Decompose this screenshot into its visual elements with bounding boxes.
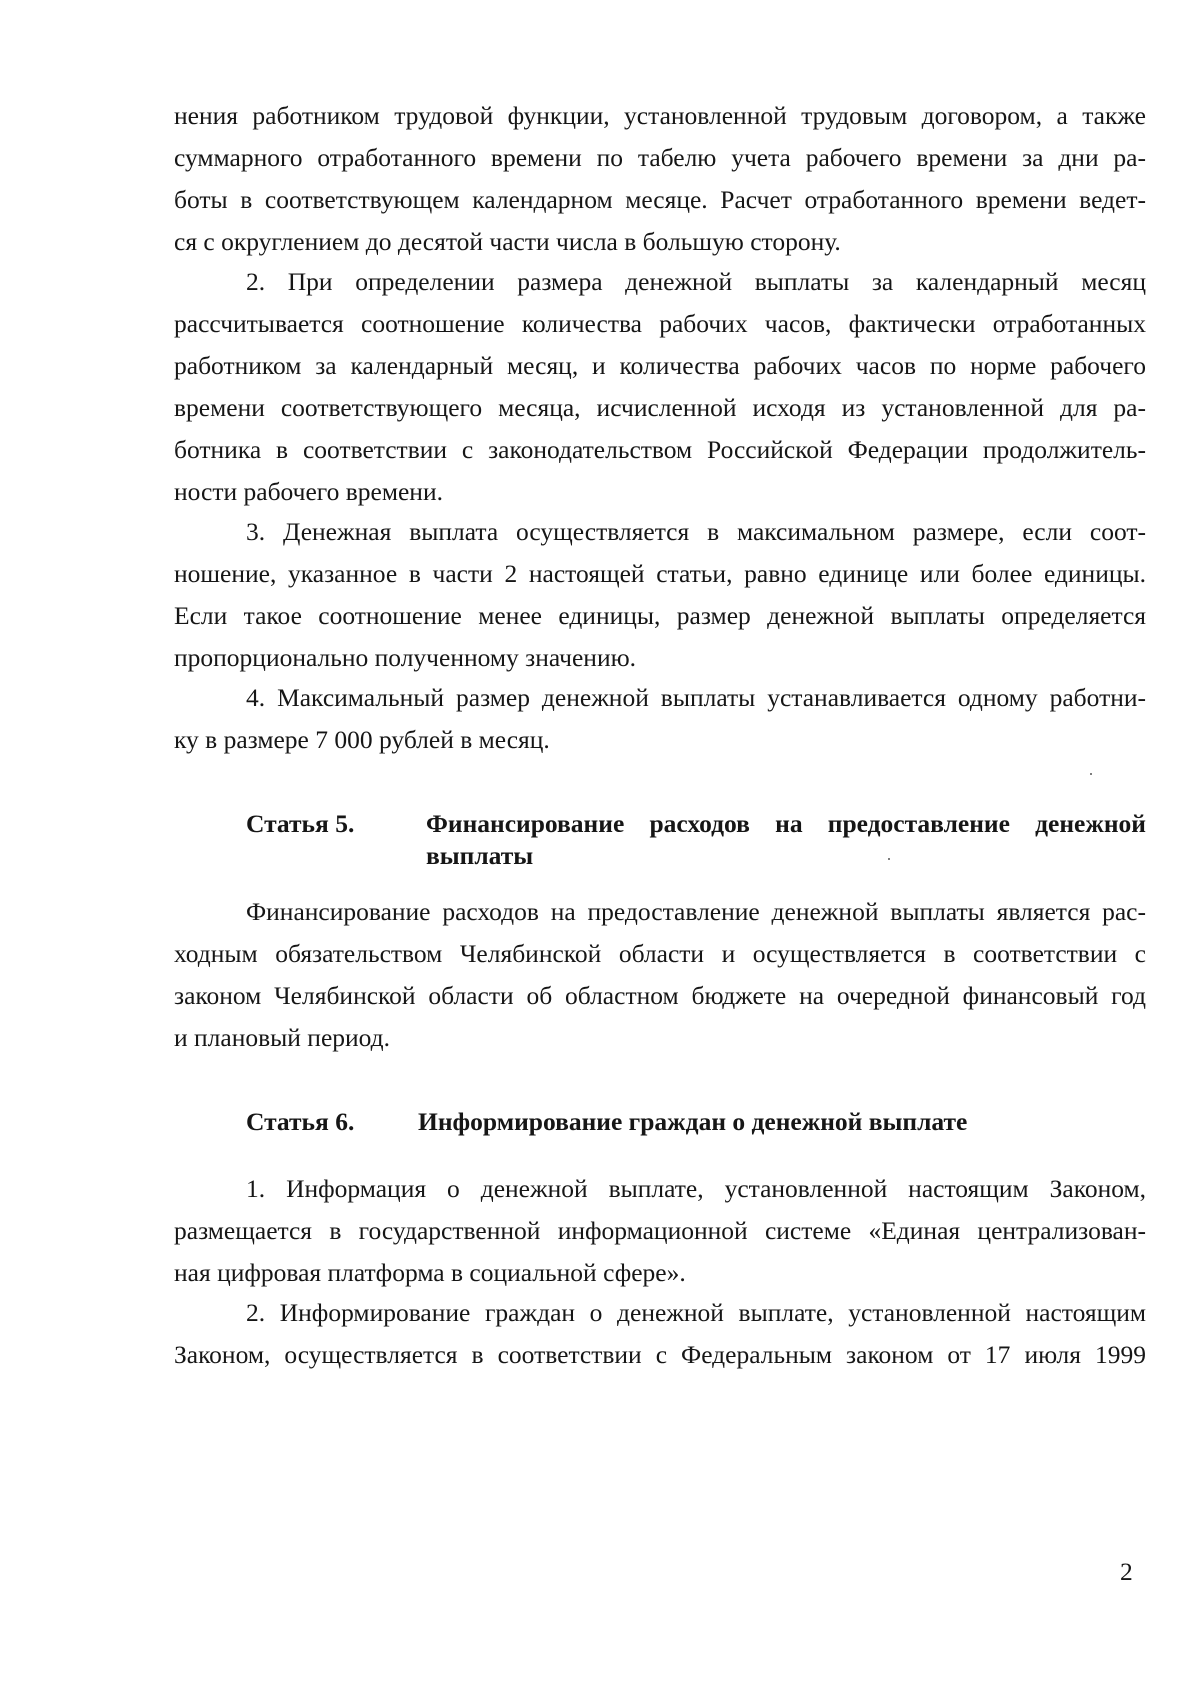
text-line: Если такое соотношение менее единицы, размер денежной выплаты определяется <box>174 601 1146 630</box>
article5-heading <box>174 808 1146 878</box>
text-line: 2. При определении размера денежной выплаты за календарный месяц <box>246 267 1146 296</box>
page-number: 2 <box>1120 1557 1133 1586</box>
text-line: ношение, указанное в части 2 настоящей статьи, равно единице или более единицы. <box>174 559 1146 588</box>
text-line: боты в соответствующем календарном месяце. Расчет отработанного времени ведет- <box>174 185 1146 214</box>
text-line: нения работником трудовой функции, установленной трудовым договором, а также <box>174 101 1146 130</box>
article6-item-2 <box>174 1292 1146 1376</box>
heading-line: Финансирование расходов на предоставление денежной <box>426 809 1146 838</box>
scan-speck <box>1090 773 1092 775</box>
article5-title <box>426 808 1146 872</box>
text-line: Законом, осуществляется в соответствии с Федеральным законом от 17 июля 1999 <box>174 1340 1146 1369</box>
article6-item-1 <box>174 1168 1146 1294</box>
text-line: размещается в государственной информационной системе «Единая централизован- <box>174 1216 1146 1245</box>
text-line: 2. Информирование граждан о денежной выплате, установленной настоящим <box>246 1298 1146 1327</box>
text-line: 1. Информация о денежной выплате, установленной настоящим Законом, <box>246 1174 1146 1203</box>
text-line: пропорционально полученному значению. <box>174 643 637 672</box>
article4-item-2 <box>174 261 1146 513</box>
article4-item-4 <box>174 677 1146 761</box>
text-line: ности рабочего времени. <box>174 477 443 506</box>
text-line: ная цифровая платформа в социальной сфере». <box>174 1258 686 1287</box>
text-line: законом Челябинской области об областном бюджете на очередной финансовый год <box>174 981 1146 1010</box>
text-line: и плановый период. <box>174 1023 391 1052</box>
article6-title: Информирование граждан о денежной выплате <box>418 1107 968 1136</box>
article6-heading <box>174 1106 1146 1140</box>
text-line: работником за календарный месяц, и количества рабочих часов по норме рабочего <box>174 351 1146 380</box>
article5-paragraph <box>174 891 1146 1059</box>
article6-label: Статья 6. <box>246 1107 355 1136</box>
text-line: ку в размере 7 000 рублей в месяц. <box>174 725 550 754</box>
article5-label: Статья 5. <box>246 809 355 838</box>
text-line: рассчитывается соотношение количества рабочих часов, фактически отработанных <box>174 309 1146 338</box>
text-line: 3. Денежная выплата осуществляется в максимальном размере, если соот- <box>246 517 1146 546</box>
article4-item-3 <box>174 511 1146 679</box>
text-line: Финансирование расходов на предоставление денежной выплаты является рас- <box>246 897 1146 926</box>
text-line: времени соответствующего месяца, исчисленной исходя из установленной для ра- <box>174 393 1146 422</box>
scan-speck <box>888 858 890 860</box>
text-line: ся с округлением до десятой части числа в большую сторону. <box>174 227 841 256</box>
text-line: суммарного отработанного времени по табелю учета рабочего времени за дни ра- <box>174 143 1146 172</box>
text-line: ботника в соответствии с законодательством Российской Федерации продолжитель- <box>174 435 1146 464</box>
text-line: ходным обязательством Челябинской области и осуществляется в соответствии с <box>174 939 1146 968</box>
intro-paragraph <box>174 95 1146 263</box>
text-line: 4. Максимальный размер денежной выплаты устанавливается одному работни- <box>246 683 1146 712</box>
heading-line: выплаты <box>426 841 534 870</box>
